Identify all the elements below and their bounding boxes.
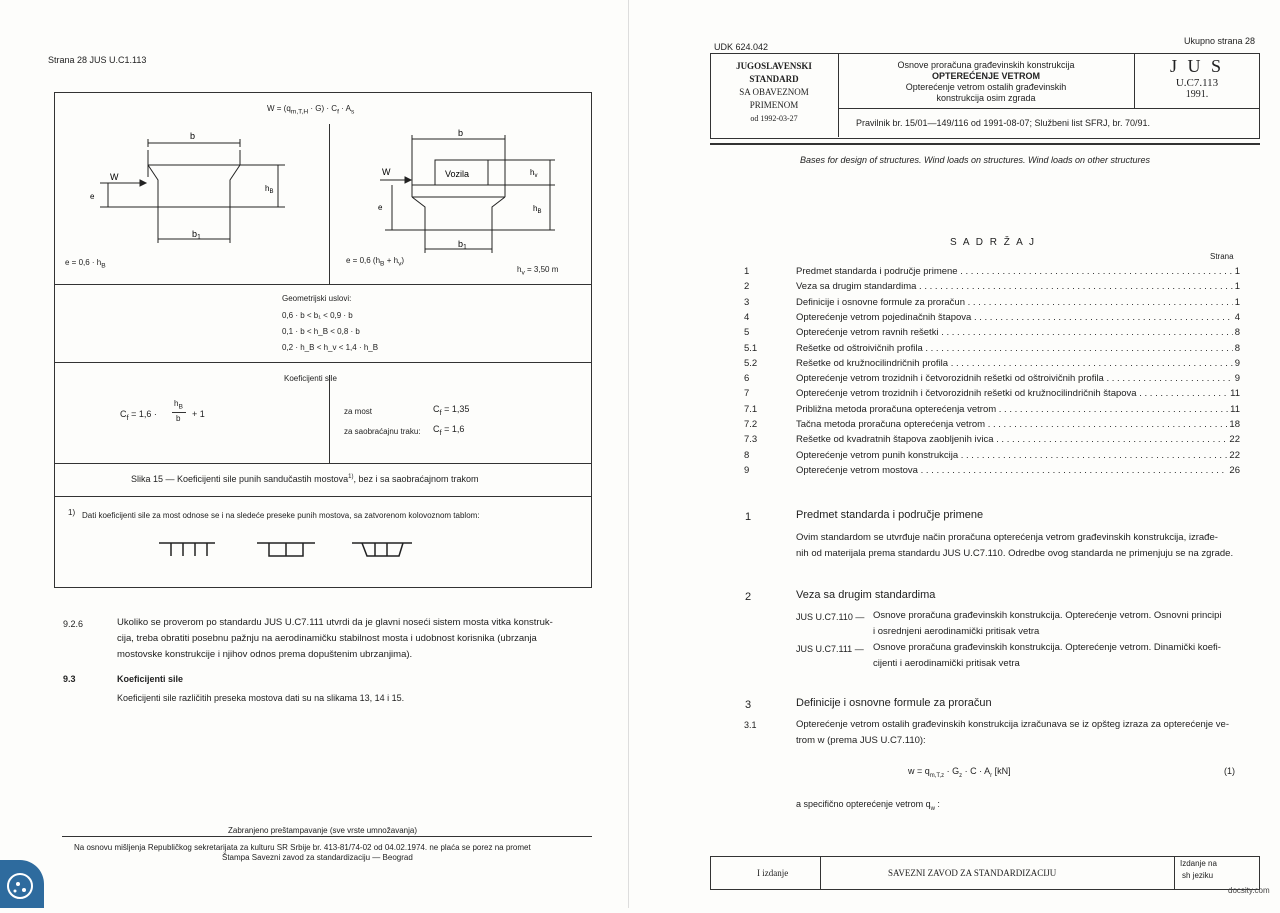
toc-row	[742, 327, 1242, 342]
coef-numerator: $h_B$	[174, 399, 183, 411]
coef-plus: + 1	[192, 409, 205, 419]
geom-line-2: 0,1 · b < h_B < 0,8 · b	[282, 327, 360, 336]
toc-title: Rešetke od oštroivičnih profila . . .	[796, 343, 1236, 354]
toc-page: 8	[1234, 327, 1240, 339]
equation-1-number: (1)	[1224, 766, 1235, 776]
toc-row	[742, 266, 1242, 281]
toc-page: 26	[1229, 464, 1240, 476]
toc-page: 9	[1234, 373, 1240, 385]
coef-traka-label: za saobraćajnu traku:	[344, 427, 421, 436]
publisher: SAVEZNI ZAVOD ZA STANDARDIZACIJU	[888, 868, 1057, 878]
hv-label: $h_v$	[530, 168, 538, 179]
sec-93-num: 9.3	[63, 674, 76, 684]
jus-block: J U S U.C7.113 1991.	[1169, 56, 1224, 100]
toc-title: Približna metoda proračuna opterećenja vetrom . . .	[796, 404, 1236, 415]
toc-title: Opterećenje vetrom punih konstrukcija . . .	[796, 450, 1236, 461]
toc-title: Opterećenje vetrom pojedinačnih štapova . . .	[796, 312, 1236, 323]
edition-lang-1: Izdanje na	[1180, 859, 1217, 868]
toc-num: 2	[744, 281, 750, 293]
toc-num: 7.3	[744, 434, 758, 446]
footnote-text: Dati koeficijenti sile za most odnose se i na sledeće preseke punih mostova, sa zatvorenom kolovoznom tablom:	[82, 511, 480, 520]
box-girder-traffic-diagram	[370, 125, 585, 260]
box-girder-diagram	[80, 125, 300, 260]
sec-926-num: 9.2.6	[63, 619, 84, 629]
coef-formula: $C_f = 1,6$ ·	[120, 409, 157, 422]
toc-page: 22	[1229, 449, 1240, 461]
toc-page: 11	[1230, 388, 1240, 400]
geom-line-3: 0,2 · h_B < h_v < 1,4 · h_B	[282, 343, 379, 352]
toc-row	[742, 404, 1242, 419]
toc-num: 1	[744, 266, 750, 277]
pravilnik: Pravilnik br. 15/01—149/116 od 1991-08-07; Službeni list SFRJ, br. 70/91.	[856, 118, 1151, 128]
toc-num: 9	[744, 464, 750, 476]
toc-row	[742, 465, 1242, 480]
toc-page: 1	[1234, 296, 1240, 308]
toc-page: 1	[1234, 266, 1240, 277]
edition: I izdanje	[757, 868, 789, 878]
toc-page: 4	[1234, 311, 1240, 323]
toc-title: Rešetke od kvadratnih štapova zaobljenih ivica . . .	[796, 434, 1236, 445]
b1-2-label: $b_1$	[458, 239, 467, 251]
contents-title: S A D R Ž A J	[950, 237, 1037, 248]
title-block: Osnove proračuna građevinskih konstrukcija OPTEREĆENJE VETROM Opterećenje vetrom ostalih građevinskih konstrukcija osim zgrada	[897, 60, 1075, 103]
toc-page: 9	[1234, 357, 1240, 369]
toc-num: 3	[744, 296, 750, 308]
toc-title: Predmet standarda i područje primene . . .	[796, 266, 1236, 277]
toc-page: 22	[1229, 434, 1240, 446]
svg-text:W: W	[382, 167, 391, 177]
bridge-sections-icon	[157, 540, 417, 560]
geom-line-1: 0,6 · b < b₁ < 0,9 · b	[282, 311, 353, 320]
toc-title: Opterećenje vetrom trozidnih i četvorozidnih rešetki od kružnocilindričnih štapova . . .	[796, 388, 1236, 399]
strana-label: Strana	[1210, 252, 1234, 261]
eccentricity-formula-2: e = 0,6 $(h_B + h_v)$	[346, 256, 405, 268]
toc-title: Rešetke od kružnocilindričnih profila . . .	[796, 358, 1236, 369]
footer-line-1: Zabranjeno preštampavanje (sve vrste umnožavanja)	[228, 826, 417, 835]
sec-93-title: Koeficijenti sile	[117, 674, 184, 684]
vehicle-height: $h_v = 3,50$ m	[517, 265, 559, 277]
toc-page: 8	[1234, 342, 1240, 354]
docsity-logo-icon	[0, 860, 44, 908]
geom-title: Geometrijski uslovi:	[282, 294, 352, 303]
hb2-label: $h_B$	[533, 204, 542, 215]
toc-title: Opterećenje vetrom mostova . . .	[796, 465, 1236, 476]
footer-line-2: Na osnovu mišljenja Republičkog sekretarijata za kulturu SR Srbije br. 413-81/74-02 od 04.02.1974. ne plaća se porez na promet	[74, 843, 531, 852]
svg-text:b: b	[458, 128, 464, 138]
ref1-text: Osnove proračuna građevinskih konstrukcija. Opterećenje vetrom. Osnovni principi i osrednjeni aerodinamički pritisak vetra	[873, 610, 1222, 637]
total-pages: Ukupno strana 28	[1184, 36, 1256, 46]
udk-code: UDK 624.042	[714, 42, 769, 52]
toc-num: 4	[744, 311, 750, 323]
coef-traka-value: $C_f = 1,6$	[433, 424, 465, 437]
toc-row	[742, 343, 1242, 358]
toc-title: Definicije i osnovne formule za proračun . . .	[796, 297, 1236, 308]
toc-num: 7.2	[744, 419, 758, 430]
ref1-code: JUS U.C7.110 —	[796, 612, 865, 622]
toc-title: Veza sa drugim standardima . . .	[796, 281, 1236, 292]
sec2-title: Veza sa drugim standardima	[796, 589, 936, 601]
org-block: JUGOSLAVENSKI STANDARD SA OBAVEZNOM PRIMENOM od 1992-03-27	[736, 61, 812, 123]
toc-row	[742, 434, 1242, 449]
hb-label: $h_B$	[265, 184, 274, 195]
toc-title: Opterećenje vetrom trozidnih i četvorozidnih rešetki od oštroivičnih profila . . .	[796, 373, 1236, 384]
sec-926-text: Ukoliko se proverom po standardu JUS U.C7.111 utvrdi da je glavni noseći sistem mosta vitka konstruk- cija, treba obratiti posebnu pažnju na aerodinamičku stabilnost mosta i udobnost korisnika (ubrzanja mostovske konstrukcije i njihov odnos prema dopuštenim ubrzanjima).	[117, 617, 553, 660]
b1-label: $b_1$	[192, 229, 201, 241]
sec2-num: 2	[745, 591, 752, 603]
english-title: Bases for design of structures. Wind loads on structures. Wind loads on other structures	[800, 155, 1151, 165]
toc-title: Opterećenje vetrom ravnih rešetki . . .	[796, 327, 1236, 338]
ref2-code: JUS U.C7.111 —	[796, 644, 864, 654]
toc-num: 5	[744, 327, 750, 339]
svg-text:b: b	[190, 131, 196, 141]
toc-row	[742, 419, 1242, 434]
toc-row	[742, 297, 1242, 312]
sec3-num: 3	[745, 699, 752, 711]
edition-lang-2: sh jeziku	[1182, 871, 1214, 880]
sec1-num: 1	[745, 511, 752, 523]
footnote-mark: 1)	[68, 508, 76, 517]
toc-row	[742, 373, 1242, 388]
coef-most-label: za most	[344, 407, 373, 416]
eccentricity-formula-1: $e = 0,6 \cdot h_B$	[65, 258, 106, 270]
coef-most-value: $C_f = 1,35$	[433, 404, 470, 417]
toc-page: 1	[1234, 281, 1240, 293]
toc-row	[742, 312, 1242, 327]
specific-load: a specifično opterećenje vetrom $q_w$ :	[796, 799, 940, 812]
toc-num: 7.1	[744, 403, 758, 415]
coef-title: Koeficijenti sile	[284, 374, 337, 383]
left-page-header: Strana 28 JUS U.C1.113	[48, 55, 147, 65]
svg-text:e: e	[378, 203, 383, 212]
svg-text:Vozila: Vozila	[445, 169, 470, 179]
toc-row	[742, 358, 1242, 373]
toc-row	[742, 450, 1242, 465]
sec1-text: Ovim standardom se utvrđuje način proračuna opterećenja vetrom građevinskih konstrukcija, izrađe- nih od materijala prema standardu JUS U.C7.110. Odredbe ovog standarda ne primenjuju se na zgrade.	[796, 532, 1234, 559]
toc-row	[742, 281, 1242, 296]
toc-title: Tačna metoda proračuna opterećenja vetrom . . .	[796, 419, 1236, 430]
watermark: docsity.com	[1228, 886, 1270, 895]
equation-1: $w = q_{m,T,z} \cdot G_z \cdot C \cdot A_r$ [kN]	[908, 766, 1011, 779]
toc-num: 5.2	[744, 357, 758, 369]
coef-denominator: b	[176, 414, 181, 423]
sec31-text: Opterećenje vetrom ostalih građevinskih konstrukcija izračunava se iz opšteg izraza za opterećenje ve- trom w (prema JUS U.C7.110):	[796, 719, 1229, 746]
toc-num: 6	[744, 373, 750, 385]
toc-page: 11	[1230, 403, 1240, 415]
sec-93-text: Koeficijenti sile različitih preseka mostova dati su na slikama 13, 14 i 15.	[117, 693, 405, 703]
sec3-title: Definicije i osnovne formule za proračun	[796, 697, 992, 709]
toc-num: 7	[744, 388, 750, 400]
ref2-text: Osnove proračuna građevinskih konstrukcija. Opterećenje vetrom. Dinamički koefi- cijenti i aerodinamički pritisak vetra	[873, 642, 1221, 669]
toc-num: 8	[744, 449, 750, 461]
wind-force-formula: $W = (q_{m,T,H} \cdot G) \cdot C_f \cdot A_s$	[267, 104, 355, 116]
toc-page: 18	[1229, 419, 1240, 430]
svg-text:W: W	[110, 172, 119, 182]
footer-line-3: Štampa Savezni zavod za standardizaciju — Beograd	[222, 853, 413, 862]
svg-text:e: e	[90, 192, 95, 201]
figure-caption: Slika 15 — Koeficijenti sile punih sandučastih mostova$^{1)}$, bez i sa saobraćajnom trakom	[131, 474, 479, 484]
toc-num: 5.1	[744, 342, 758, 354]
toc-row	[742, 388, 1242, 403]
sec1-title: Predmet standarda i područje primene	[796, 509, 984, 521]
sec31-num: 3.1	[744, 720, 757, 730]
